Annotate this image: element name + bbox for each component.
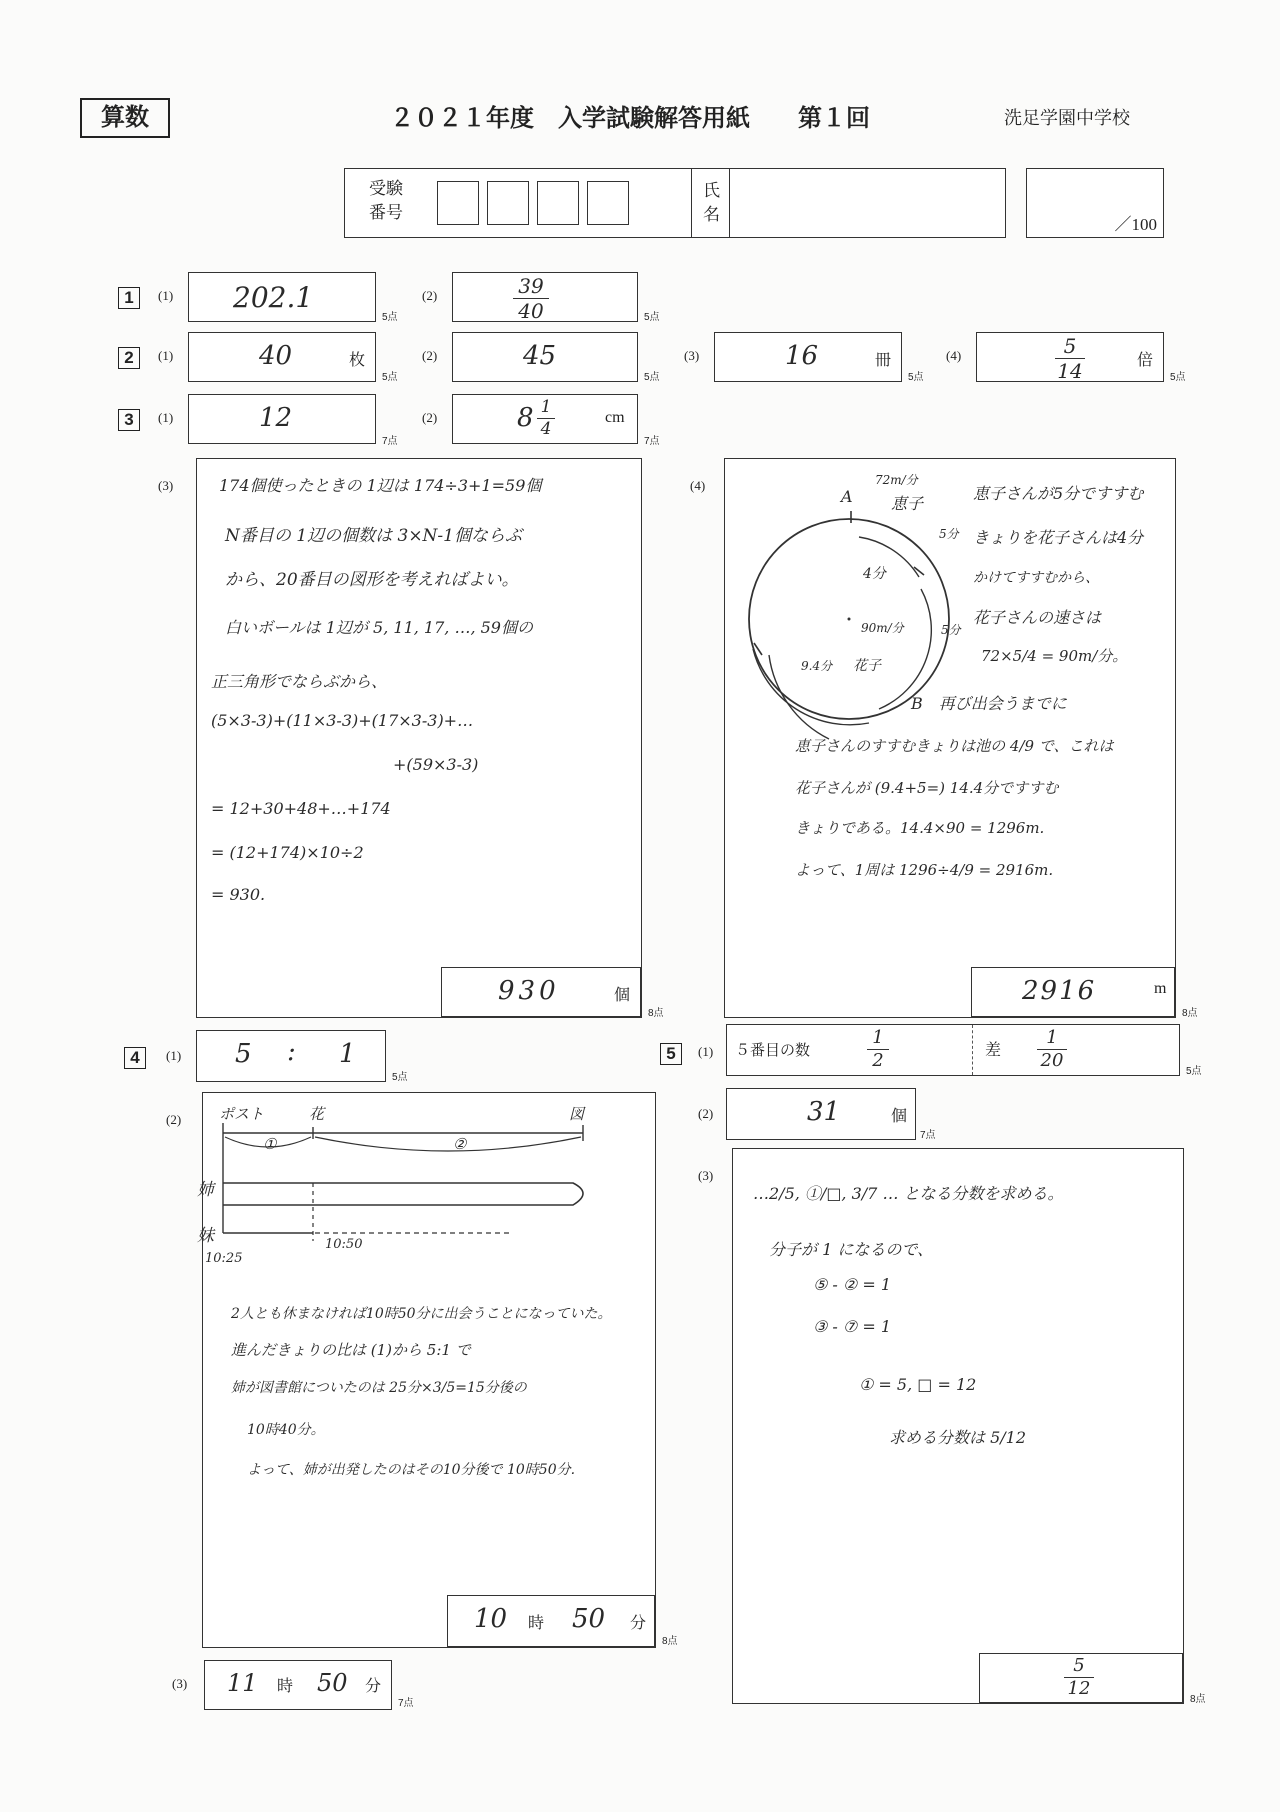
answer-minute: 50 <box>317 1669 348 1697</box>
name-label-bottom: 名 <box>703 205 720 224</box>
answer-fraction <box>537 399 555 438</box>
label-time: 5分 <box>939 527 959 541</box>
part-label: (3) <box>172 1676 188 1691</box>
ratio-colon: : <box>287 1037 296 1067</box>
part-label: (2) <box>422 348 438 363</box>
work-line: = (12+174)×10÷2 <box>211 843 364 862</box>
work-line: (5×3-3)+(11×3-3)+(17×3-3)+… <box>211 711 474 730</box>
part-label: (3) <box>698 1168 714 1183</box>
work-line: = 930. <box>211 885 266 904</box>
work-line: B 再び出会うまでに <box>911 694 1067 713</box>
work-line: 恵子さんのすすむきょりは池の 4/9 で、これは <box>795 737 1114 755</box>
part-label: (3) <box>684 348 700 363</box>
work-line: よって、姉が出発したのはその10分後で 10時50分. <box>247 1462 576 1478</box>
part-label: (1) <box>698 1044 714 1059</box>
label-imouto: 妹 <box>197 1226 214 1246</box>
answer-box[interactable] <box>714 332 902 382</box>
answer-value: 31 <box>807 1097 841 1127</box>
points: 8点 <box>1190 1694 1206 1705</box>
work-line: 2人とも休まなければ10時50分に出会うことになっていた。 <box>231 1306 612 1322</box>
label-keiko-speed: 72m/分 <box>875 473 918 487</box>
name-label <box>703 179 720 227</box>
answer-hour: 10 <box>474 1604 508 1634</box>
label-time: 5分 <box>941 623 961 637</box>
work-line: 姉が図書館についたのは 25分×3/5=15分後の <box>231 1380 527 1396</box>
exam-info-box <box>344 168 1006 238</box>
work-line: 174個使ったときの 1辺は 174÷3+1=59個 <box>219 476 542 495</box>
divider <box>729 169 730 237</box>
answer-box[interactable] <box>447 1595 655 1647</box>
work-line: 花子さんが (9.4+5=) 14.4分ですすむ <box>795 779 1059 797</box>
answer-box[interactable] <box>188 332 376 382</box>
label-ratio-one: ① <box>263 1135 277 1153</box>
question-number: 2 <box>118 347 140 369</box>
work-line: 恵子さんが5分ですすむ <box>973 484 1144 503</box>
ratio-left: 5 <box>235 1039 252 1069</box>
hour-unit: 時 <box>528 1615 545 1632</box>
part-label: (1) <box>158 410 174 425</box>
answer-box[interactable] <box>188 272 376 322</box>
points: 5点 <box>644 372 660 383</box>
answer-box[interactable] <box>976 332 1164 382</box>
label-ane: 姉 <box>197 1180 214 1200</box>
numerator: 1 <box>1046 1027 1058 1048</box>
points: 5点 <box>382 312 398 323</box>
ratio-right: 1 <box>339 1039 356 1069</box>
points: 5点 <box>392 1072 408 1083</box>
work-line: 花子さんの速さは <box>973 608 1102 627</box>
diff-fraction <box>1037 1029 1067 1070</box>
work-line: きょりである。14.4×90 = 1296m. <box>795 819 1045 837</box>
answer-box[interactable] <box>979 1653 1183 1703</box>
denominator: 40 <box>518 299 544 323</box>
answer-value: 2916 <box>1022 976 1097 1006</box>
work-line: 10時40分。 <box>247 1422 325 1438</box>
diff-label: 差 <box>985 1042 1002 1059</box>
label-flower: 花 <box>309 1105 325 1123</box>
subject-box: 算数 <box>80 98 170 138</box>
numerator: 5 <box>1073 1655 1085 1676</box>
part-label: (2) <box>166 1112 182 1127</box>
answer-box[interactable] <box>188 394 376 444</box>
part-label: (2) <box>698 1106 714 1121</box>
part-label: (3) <box>158 478 174 493</box>
work-line: かけてすすむから、 <box>973 570 1100 586</box>
answer-unit: 個 <box>891 1108 908 1125</box>
name-label-top: 氏 <box>703 181 720 200</box>
points: 5点 <box>644 312 660 323</box>
school-name: 洗足学園中学校 <box>1004 108 1130 128</box>
question-number: 5 <box>660 1043 682 1065</box>
answer-box[interactable] <box>441 967 641 1017</box>
exam-label-top: 受験 <box>369 179 403 198</box>
points: 5点 <box>1186 1066 1202 1077</box>
numerator: 1 <box>872 1027 884 1048</box>
minute-unit: 分 <box>365 1678 382 1695</box>
work-area[interactable] <box>196 458 642 1018</box>
denominator: 2 <box>872 1050 884 1071</box>
work-line: 進んだきょりの比は (1)から 5:1 で <box>231 1341 471 1359</box>
work-area[interactable] <box>732 1148 1184 1704</box>
work-line: N番目の 1辺の個数は 3×N-1個ならぶ <box>225 526 522 546</box>
label-hanako: 花子 <box>853 658 881 674</box>
numerator: 1 <box>540 397 552 417</box>
exam-number-label <box>369 177 403 225</box>
answer-box[interactable] <box>196 1030 386 1082</box>
work-line: ⑤ - ② = 1 <box>813 1275 892 1294</box>
answer-minute: 50 <box>572 1604 606 1634</box>
score-box <box>1026 168 1164 238</box>
answer-box[interactable] <box>726 1088 916 1140</box>
answer-value: 40 <box>259 341 293 371</box>
work-line: +(59×3-3) <box>393 755 479 774</box>
hour-unit: 時 <box>277 1678 294 1695</box>
exam-label-bottom: 番号 <box>369 203 403 222</box>
exam-digit-2[interactable] <box>487 181 529 225</box>
answer-value: 202.1 <box>233 281 314 314</box>
work-line: 分子が 1 になるので、 <box>769 1240 934 1259</box>
exam-digit-1[interactable] <box>437 181 479 225</box>
part-label: (1) <box>158 348 174 363</box>
points: 5点 <box>908 372 924 383</box>
work-area[interactable] <box>197 1092 656 1648</box>
question-number: 1 <box>118 287 140 309</box>
label-time: 4分 <box>863 566 886 582</box>
label-time: 9.4分 <box>801 659 833 673</box>
label-post: ポスト <box>219 1105 265 1123</box>
minute-unit: 分 <box>630 1615 647 1632</box>
answer-box[interactable] <box>971 967 1175 1017</box>
points: 8点 <box>1182 1008 1198 1019</box>
exam-digit-3[interactable] <box>537 181 579 225</box>
answer-value: 12 <box>259 403 293 433</box>
distance-diagram <box>213 1113 643 1293</box>
denominator: 20 <box>1040 1050 1064 1071</box>
points: 5点 <box>382 372 398 383</box>
part-label: (2) <box>422 288 438 303</box>
part-label: (4) <box>946 348 962 363</box>
fifth-label: ５番目の数 <box>735 1043 811 1059</box>
name-field[interactable] <box>731 169 1005 237</box>
label-A: A <box>841 487 853 506</box>
answer-value: 45 <box>523 341 557 371</box>
part-label: (1) <box>158 288 174 303</box>
denominator: 4 <box>540 419 552 439</box>
numerator: 39 <box>518 274 544 298</box>
fifth-fraction <box>867 1029 889 1070</box>
divider <box>691 169 692 237</box>
work-area[interactable] <box>724 458 1176 1018</box>
page-title: ２０２１年度 入学試験解答用紙 第１回 <box>390 105 870 132</box>
answer-whole: 8 <box>517 403 534 433</box>
exam-digit-4[interactable] <box>587 181 629 225</box>
part-label: (1) <box>166 1048 182 1063</box>
answer-fraction <box>513 276 549 321</box>
work-line: きょりを花子さんは4分 <box>973 528 1144 547</box>
answer-value: 16 <box>785 341 819 371</box>
work-line: よって、1周は 1296÷4/9 = 2916m. <box>795 861 1054 879</box>
answer-hour: 11 <box>227 1669 258 1697</box>
question-number: 4 <box>124 1047 146 1069</box>
answer-unit: cm <box>605 409 625 426</box>
work-line: 正三角形でならぶから、 <box>211 672 388 691</box>
points: 7点 <box>644 436 660 447</box>
points: 8点 <box>662 1636 678 1647</box>
answer-unit: 倍 <box>1137 352 1154 369</box>
answer-value: 930 <box>498 976 560 1006</box>
question-number: 3 <box>118 409 140 431</box>
part-label: (2) <box>422 410 438 425</box>
answer-box[interactable] <box>452 332 638 382</box>
label-time: 10:50 <box>325 1237 363 1252</box>
label-hanako-speed: 90m/分 <box>861 621 904 635</box>
points: 8点 <box>648 1008 664 1019</box>
points: 7点 <box>398 1698 414 1709</box>
work-line: = 12+30+48+…+174 <box>211 799 391 818</box>
answer-unit: 枚 <box>349 352 366 369</box>
answer-fraction <box>1055 336 1085 381</box>
work-line: 求める分数は 5/12 <box>889 1428 1027 1447</box>
work-line: ① = 5, □ = 12 <box>859 1375 977 1394</box>
answer-box[interactable] <box>452 394 638 444</box>
answer-box[interactable] <box>452 272 638 322</box>
label-library: 図 <box>569 1105 585 1123</box>
work-line: から、20番目の図形を考えればよい。 <box>225 570 519 590</box>
divider <box>972 1025 973 1075</box>
work-line: …2/5, ①/□, 3/7 … となる分数を求める。 <box>753 1184 1064 1203</box>
points: 7点 <box>382 436 398 447</box>
part-label: (4) <box>690 478 706 493</box>
work-line: 白いボールは 1辺が 5, 11, 17, …, 59個の <box>225 618 533 637</box>
points: 7点 <box>920 1130 936 1141</box>
denominator: 12 <box>1067 1678 1091 1699</box>
denominator: 14 <box>1057 359 1083 383</box>
answer-box[interactable] <box>204 1660 392 1710</box>
label-keiko: 恵子 <box>891 494 924 513</box>
answer-unit: 個 <box>614 987 631 1004</box>
answer-fraction <box>1064 1657 1094 1698</box>
label-time: 10:25 <box>205 1251 243 1266</box>
answer-unit: m <box>1154 980 1167 997</box>
numerator: 5 <box>1063 334 1077 358</box>
points: 5点 <box>1170 372 1186 383</box>
answer-box[interactable] <box>726 1024 1180 1076</box>
work-line: 72×5/4 = 90m/分。 <box>981 647 1128 665</box>
label-ratio-two: ② <box>453 1135 467 1153</box>
score-total: ／100 <box>1114 215 1157 234</box>
work-line: ③ - ⑦ = 1 <box>813 1317 892 1336</box>
answer-unit: 冊 <box>875 352 892 369</box>
pond-diagram <box>729 479 969 769</box>
